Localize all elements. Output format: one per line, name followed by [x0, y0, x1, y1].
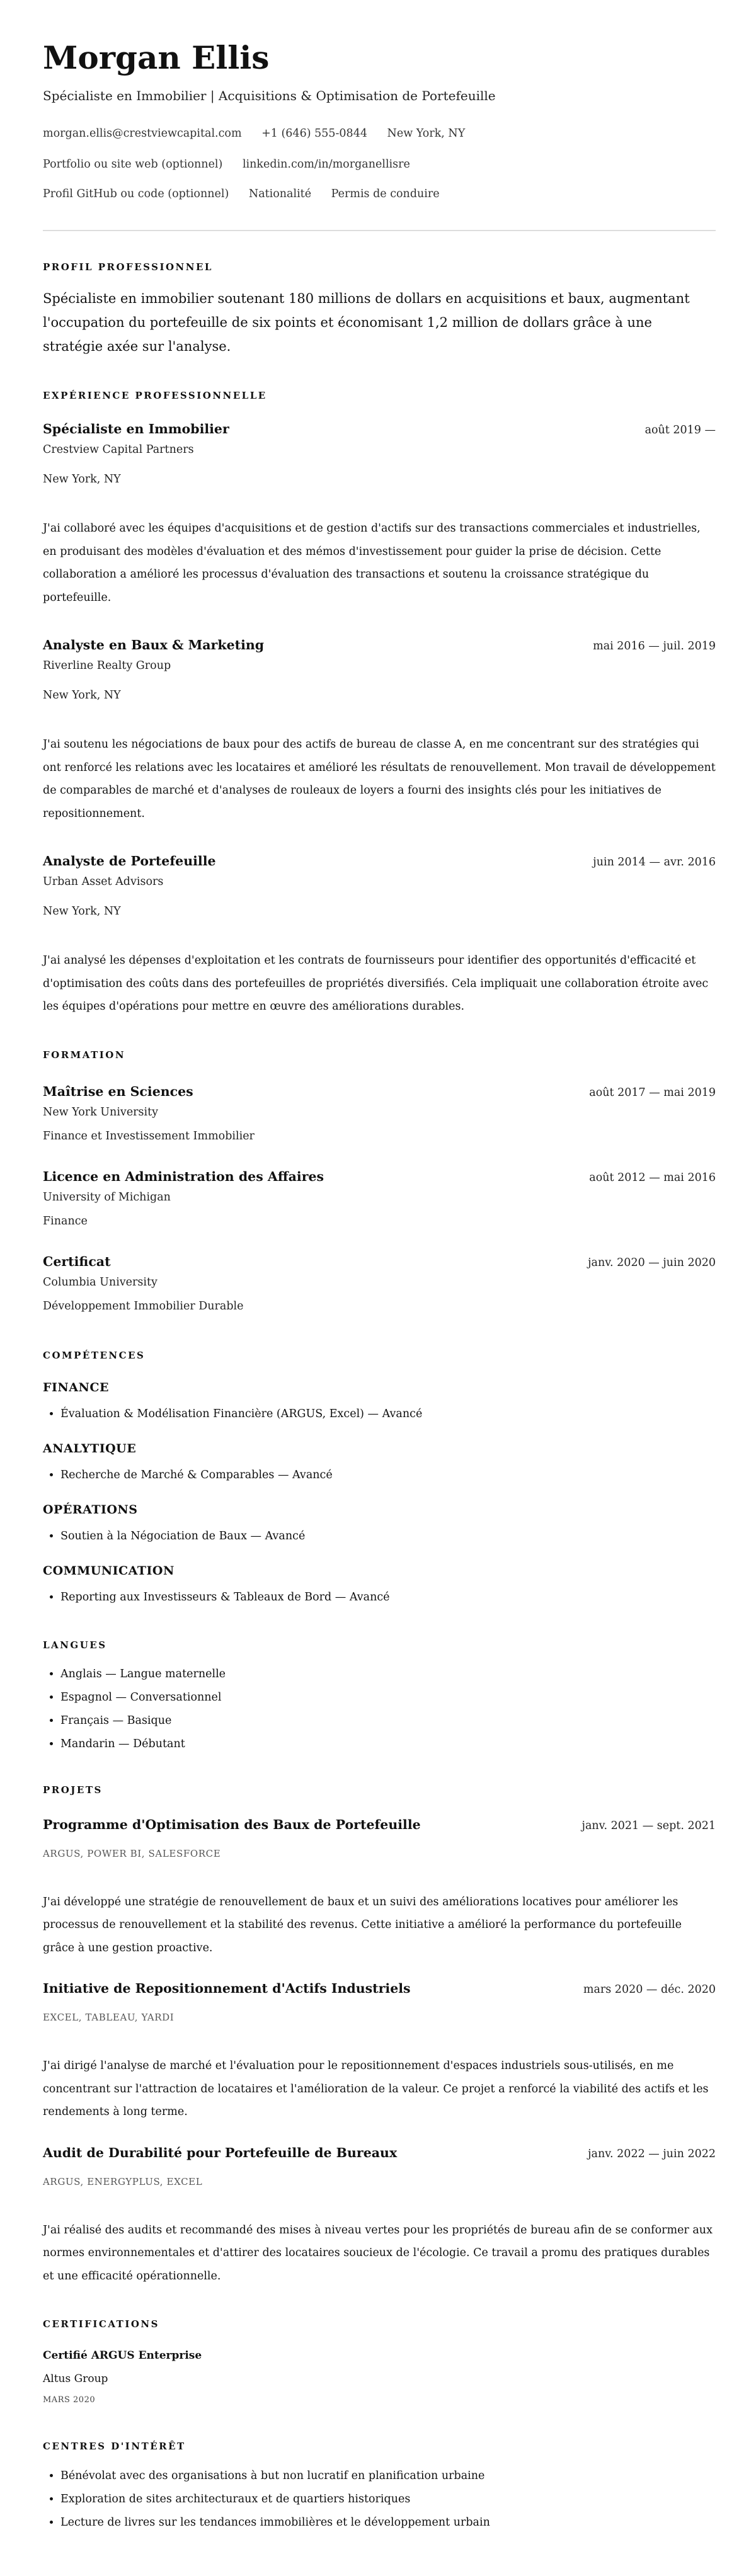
summary-text: Spécialiste en immobilier soutenant 180 millions de dollars en acquisitions et baux, augmentant l'occupation du portefeuille de six points et économisant 1,2 million de dollars grâce à une stratégie axée sur l'analyse. [43, 291, 690, 354]
title-row [43, 853, 716, 870]
project-technologies: ARGUS, POWER BI, SALESFORCE [43, 1847, 221, 1859]
certification-date: MARS 2020 [43, 2395, 96, 2405]
skill-list [43, 1405, 716, 1423]
contact-line [43, 156, 716, 173]
certification-issuer: Altus Group [43, 2373, 108, 2385]
skill-category: COMMUNICATION [43, 1563, 175, 1578]
certifications-section [43, 2318, 716, 2407]
date-range: juin 2014 — avr. 2016 [593, 856, 716, 869]
project-technologies: ARGUS, ENERGYPLUS, EXCEL [43, 2175, 203, 2187]
title-row [43, 637, 716, 654]
field-of-study: Finance et Investissement Immobilier [43, 1129, 255, 1143]
title-row [43, 1980, 716, 1998]
skill-item: • Reporting aux Investisseurs & Tableaux de Bord — Avancé [60, 1588, 716, 1606]
projects-section [43, 1784, 716, 2288]
languages-section [43, 1639, 716, 1756]
resume-header [43, 39, 716, 202]
title-row [43, 1816, 716, 1834]
section-heading: PROJETS [43, 1784, 103, 1796]
company-name: Urban Asset Advisors [43, 875, 164, 888]
skill-category: ANALYTIQUE [43, 1441, 137, 1456]
language-item: • Mandarin — Débutant [60, 1733, 716, 1756]
contact-line [43, 125, 716, 142]
education-section [43, 1049, 716, 1314]
date-range: janv. 2021 — sept. 2021 [581, 1819, 716, 1832]
phone: +1 (646) 555-0844 [261, 127, 367, 140]
project-entry [43, 2145, 716, 2288]
company-name: Crestview Capital Partners [43, 443, 194, 456]
project-description: J'ai réalisé des audits et recommandé des mises à niveau vertes pour les propriétés de bureau afin de se conformer aux normes environnementales et d'attirer des locataires soucieux de l'écologie. Ce travail a promu des pratiques durables et une efficacité opérationnelle. [43, 2223, 713, 2282]
skills-section [43, 1349, 716, 1606]
date-range: mars 2020 — déc. 2020 [583, 1983, 716, 1996]
field-of-study: Développement Immobilier Durable [43, 1299, 244, 1313]
section-heading: CENTRES D'INTÉRÊT [43, 2441, 186, 2452]
interest-item: • Bénévolat avec des organisations à but non lucratif en planification urbaine [60, 2465, 716, 2488]
skill-list [43, 1527, 716, 1545]
interest-item: • Lecture de livres sur les tendances immobilières et le développement urbain [60, 2511, 716, 2534]
project-title: Programme d'Optimisation des Baux de Portefeuille [43, 1816, 421, 1832]
candidate-name: Morgan Ellis [43, 39, 270, 76]
drivers-license: Permis de conduire [331, 188, 440, 200]
project-title: Initiative de Repositionnement d'Actifs Industriels [43, 1981, 411, 1996]
email-link[interactable]: morgan.ellis@crestviewcapital.com [43, 127, 242, 140]
project-title: Audit de Durabilité pour Portefeuille de Bureaux [43, 2145, 398, 2160]
section-heading: LANGUES [43, 1639, 107, 1651]
job-description: J'ai analysé les dépenses d'exploitation et les contrats de fournisseurs pour identifier des opportunités d'efficacité et d'optimisation des coûts dans des portefeuilles de propriétés diversifiés. Cela impliquait une collaboration étroite avec les équipes d'opérations pour mettre en œuvre des améliorations durables. [43, 954, 709, 1013]
section-heading: CERTIFICATIONS [43, 2318, 159, 2330]
section-heading: COMPÉTENCES [43, 1349, 146, 1361]
section-heading: FORMATION [43, 1049, 126, 1061]
linkedin-link[interactable]: linkedin.com/in/morganellisre [242, 158, 410, 171]
school-name: University of Michigan [43, 1190, 171, 1204]
education-entry [43, 1168, 716, 1229]
date-range: août 2017 — mai 2019 [589, 1086, 716, 1099]
header-divider [43, 230, 716, 231]
job-title: Analyste de Portefeuille [43, 853, 216, 869]
interest-item: • Exploration de sites architecturaux et de quartiers historiques [60, 2488, 716, 2511]
project-entry [43, 1816, 716, 1960]
degree-title: Certificat [43, 1253, 111, 1269]
language-item: • Espagnol — Conversationnel [60, 1686, 716, 1709]
location: New York, NY [387, 127, 466, 140]
date-range: août 2019 — [644, 424, 716, 436]
education-entry [43, 1253, 716, 1314]
project-technologies: EXCEL, TABLEAU, YARDI [43, 2012, 175, 2023]
date-range: août 2012 — mai 2016 [589, 1171, 716, 1184]
certification-name: Certifié ARGUS Enterprise [43, 2349, 202, 2362]
job-location: New York, NY [43, 473, 121, 486]
headline: Spécialiste en Immobilier | Acquisitions & Optimisation de Portefeuille [43, 88, 496, 103]
portfolio-link[interactable]: Portfolio ou site web (optionnel) [43, 158, 223, 171]
interests-section [43, 2440, 716, 2534]
section-heading: EXPÉRIENCE PROFESSIONNELLE [43, 390, 267, 401]
date-range: janv. 2022 — juin 2022 [588, 2147, 716, 2160]
contact-line [43, 186, 716, 202]
skill-item: • Soutien à la Négociation de Baux — Avancé [60, 1527, 716, 1545]
skill-item: • Recherche de Marché & Comparables — Avancé [60, 1466, 716, 1484]
skill-list [43, 1466, 716, 1484]
project-entry [43, 1980, 716, 2124]
date-range: janv. 2020 — juin 2020 [588, 1256, 716, 1269]
job-title: Spécialiste en Immobilier [43, 421, 229, 436]
field-of-study: Finance [43, 1214, 88, 1228]
job-description: J'ai soutenu les négociations de baux pour des actifs de bureau de classe A, en me concentrant sur des stratégies qui ont renforcé les relations avec les locataires et amélioré les résultats de renouvellement. Mon travail de développement de comparables de marché et d'analyses de rouleaux de loyers a fourni des insights clés pour les initiatives de repositionnement. [43, 738, 716, 820]
section-heading: PROFIL PROFESSIONNEL [43, 261, 213, 273]
job-entry [43, 637, 716, 825]
project-description: J'ai développé une stratégie de renouvellement de baux et un suivi des améliorations locatives pour améliorer les processus de renouvellement et la stabilité des revenus. Cette initiative a amélioré la performance du portefeuille grâce à une gestion proactive. [43, 1895, 682, 1954]
school-name: New York University [43, 1105, 159, 1119]
company-name: Riverline Realty Group [43, 659, 171, 672]
project-description: J'ai dirigé l'analyse de marché et l'évaluation pour le repositionnement d'espaces industriels sous-utilisés, en me concentrant sur l'attraction de locataires et l'amélioration de la valeur. Ce projet a renforcé la viabilité des actifs et les rendements à long terme. [43, 2060, 709, 2118]
skill-category: OPÉRATIONS [43, 1502, 138, 1517]
job-entry [43, 421, 716, 609]
title-row [43, 1253, 716, 1271]
job-description: J'ai collaboré avec les équipes d'acquisitions et de gestion d'actifs sur des transactions commerciales et industrielles, en produisant des modèles d'évaluation et des mémos d'investissement pour guider la prise de décision. Cette collaboration a amélioré les processus d'évaluation des transactions et soutenu la croissance stratégique du portefeuille. [43, 522, 701, 604]
title-row [43, 1168, 716, 1186]
title-row [43, 421, 716, 438]
language-item: • Français — Basique [60, 1709, 716, 1733]
education-entry [43, 1083, 716, 1144]
nationality: Nationalité [248, 188, 312, 200]
job-location: New York, NY [43, 905, 121, 918]
school-name: Columbia University [43, 1275, 158, 1289]
github-link[interactable]: Profil GitHub ou code (optionnel) [43, 188, 229, 200]
skill-item: • Évaluation & Modélisation Financière (ARGUS, Excel) — Avancé [60, 1405, 716, 1423]
date-range: mai 2016 — juil. 2019 [593, 640, 716, 653]
language-item: • Anglais — Langue maternelle [60, 1663, 716, 1686]
skill-list [43, 1588, 716, 1606]
summary-section [43, 261, 716, 358]
job-location: New York, NY [43, 689, 121, 702]
job-entry [43, 853, 716, 1018]
job-title: Analyste en Baux & Marketing [43, 637, 265, 653]
title-row [43, 1083, 716, 1101]
experience-section [43, 389, 716, 1018]
title-row [43, 2145, 716, 2162]
degree-title: Maîtrise en Sciences [43, 1083, 193, 1099]
degree-title: Licence en Administration des Affaires [43, 1168, 324, 1184]
skill-category: FINANCE [43, 1380, 109, 1394]
